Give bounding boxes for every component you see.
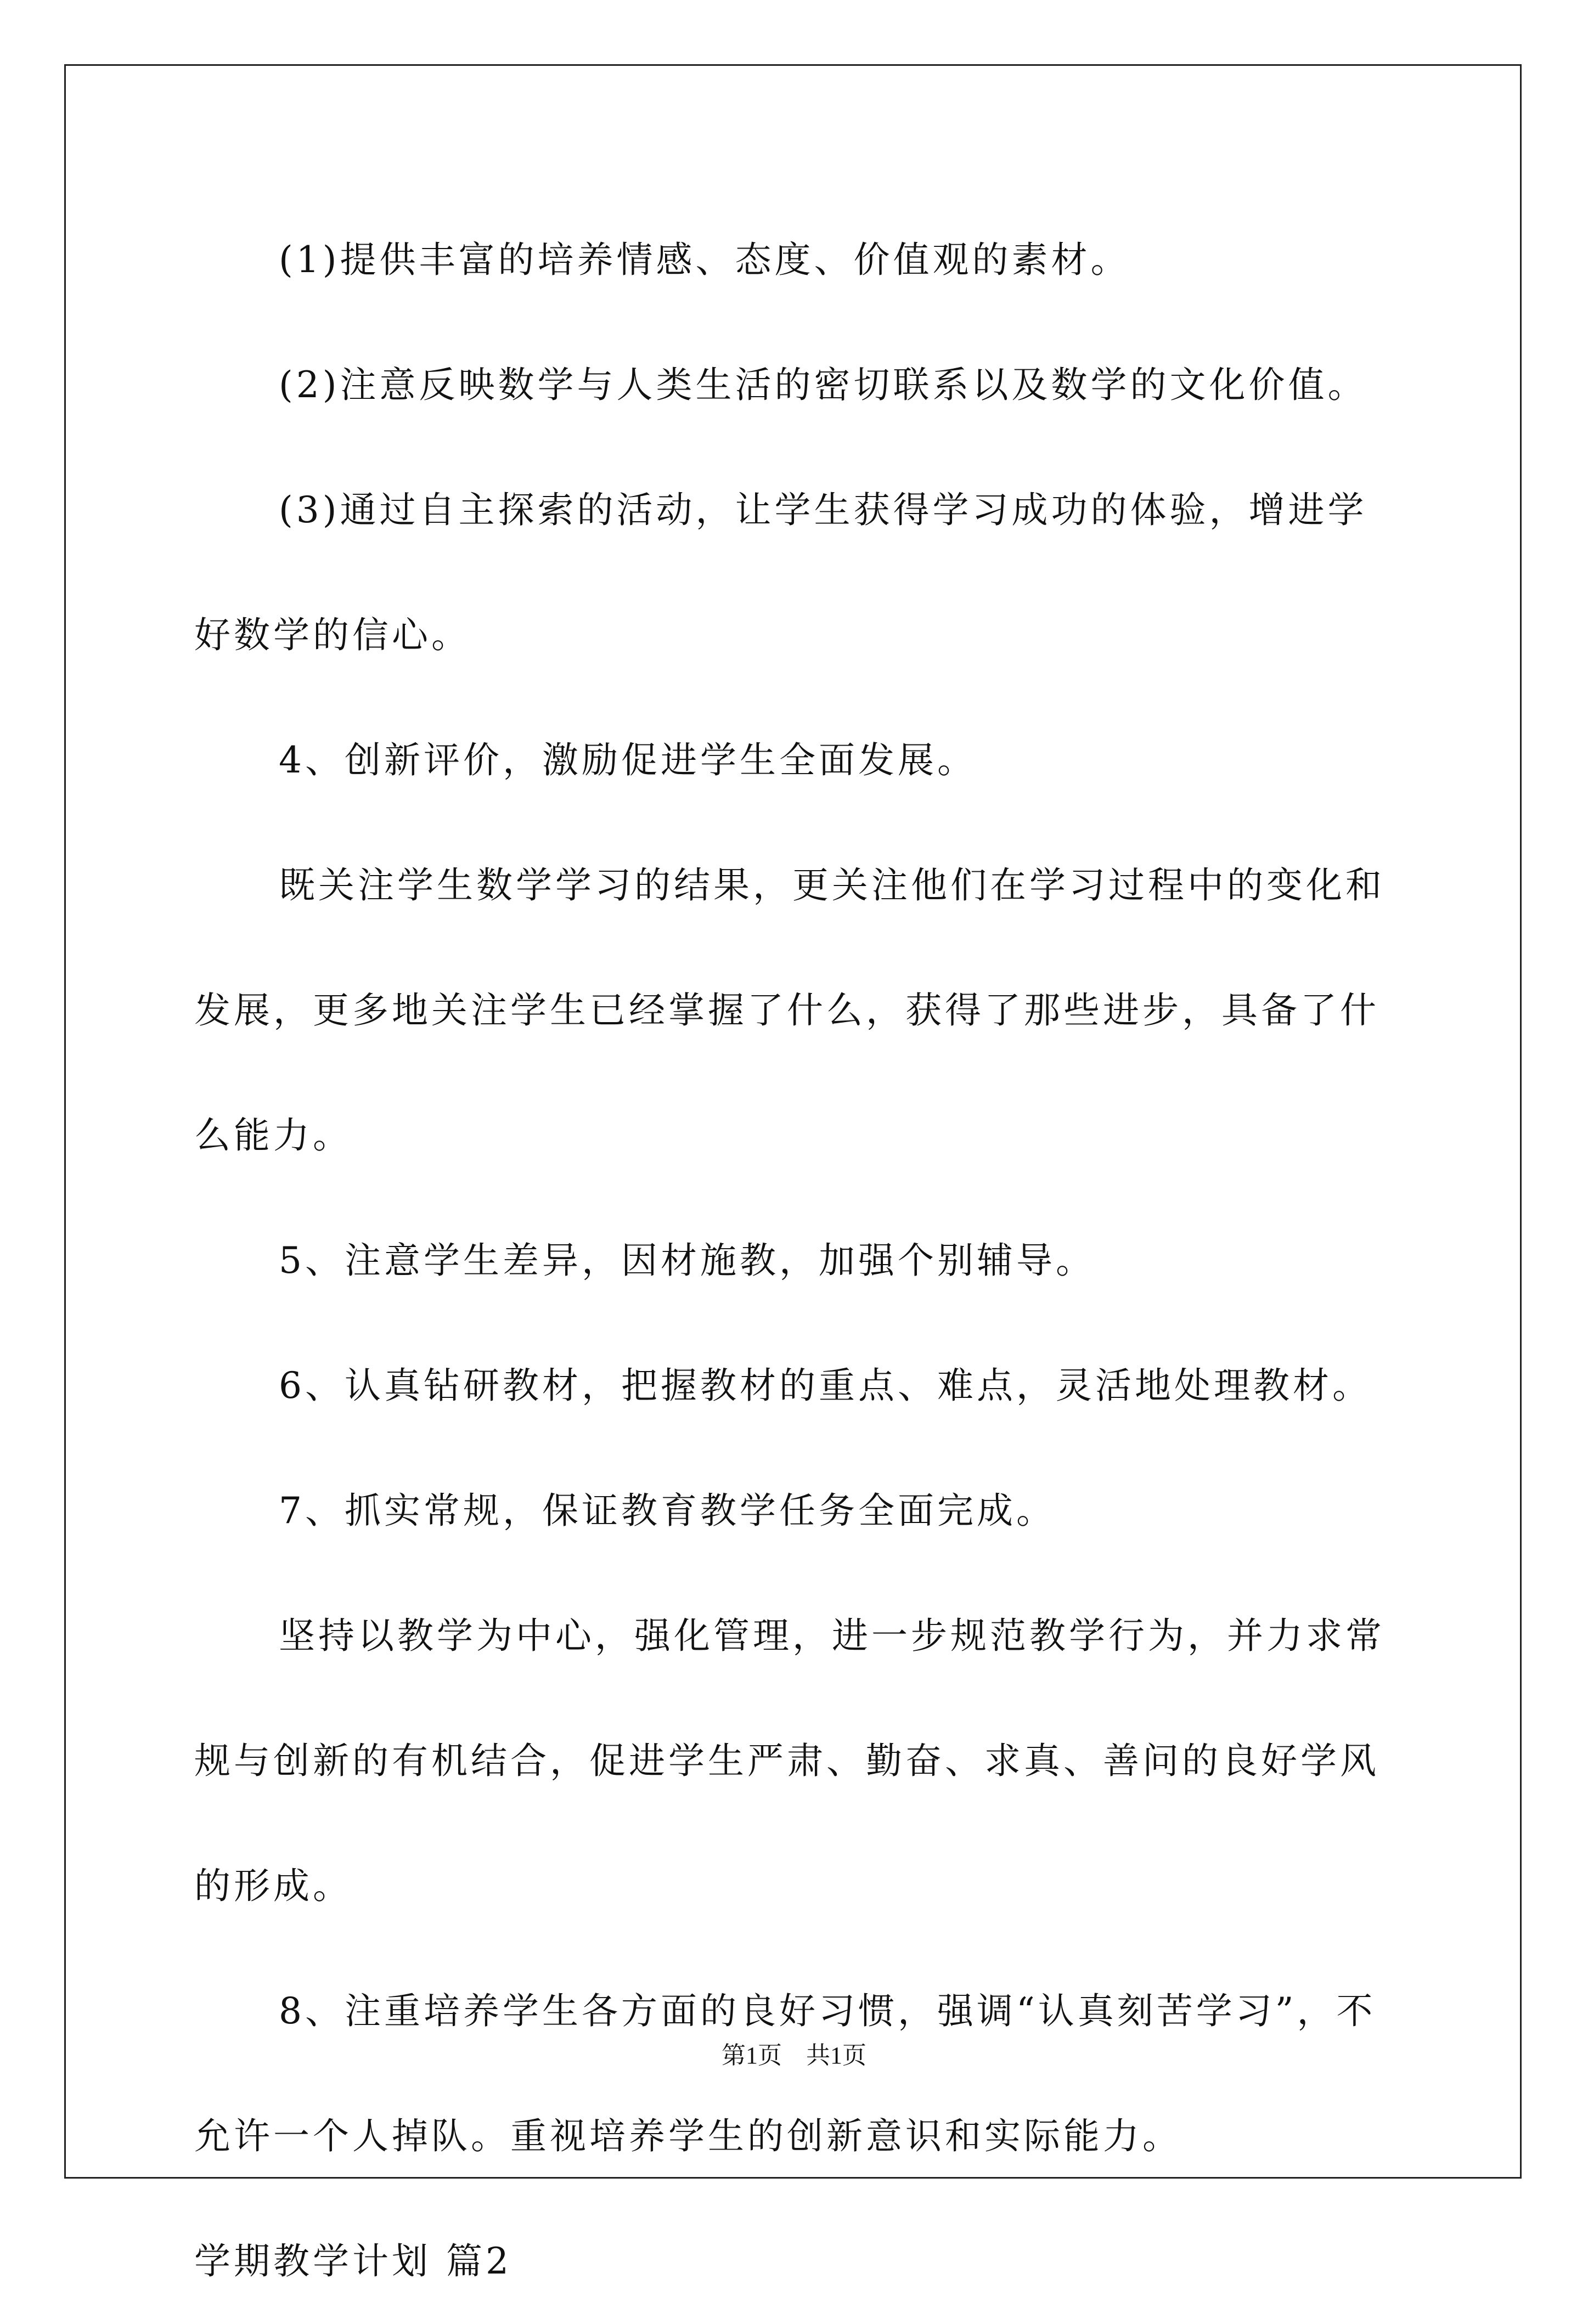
paragraph-item-2: (2)注意反映数学与人类生活的密切联系以及数学的文化价值。 bbox=[279, 364, 1367, 406]
page-footer bbox=[0, 2035, 1588, 2071]
paragraph-item-6: 5、注意学生差异，因材施教，加强个别辅导。 bbox=[279, 1239, 1095, 1282]
section-heading: 学期教学计划 篇2 bbox=[194, 2240, 512, 2282]
paragraph-item-1: (1)提供丰富的培养情感、态度、价值观的素材。 bbox=[279, 239, 1130, 281]
paragraph-item-8: 7、抓实常规，保证教育教学任务全面完成。 bbox=[279, 1490, 1056, 1532]
paragraph-item-10: 8、注重培养学生各方面的良好习惯，强调“认真刻苦学习”，不允许一个人掉队。重视培养学生的创新意识和实际能力。 bbox=[194, 1990, 1376, 2157]
total-pages-label: 共1页 bbox=[806, 2042, 866, 2069]
paragraph-item-3: (3)通过自主探索的活动，让学生获得学习成功的体验，增进学好数学的信心。 bbox=[194, 489, 1367, 656]
page-number-label: 第1页 bbox=[722, 2042, 782, 2069]
paragraph-item-5: 既关注学生数学学习的结果，更关注他们在学习过程中的变化和发展，更多地关注学生已经掌握了什么，获得了那些进步，具备了什么能力。 bbox=[194, 864, 1385, 1157]
paragraph-item-7: 6、认真钻研教材，把握教材的重点、难点，灵活地处理教材。 bbox=[279, 1364, 1372, 1407]
paragraph-item-9: 坚持以教学为中心，强化管理，进一步规范教学行为，并力求常规与创新的有机结合，促进学生严肃、勤奋、求真、善问的良好学风的形成。 bbox=[194, 1615, 1385, 1907]
document-body bbox=[194, 198, 1390, 2324]
paragraph-item-4: 4、创新评价，激励促进学生全面发展。 bbox=[279, 739, 977, 781]
